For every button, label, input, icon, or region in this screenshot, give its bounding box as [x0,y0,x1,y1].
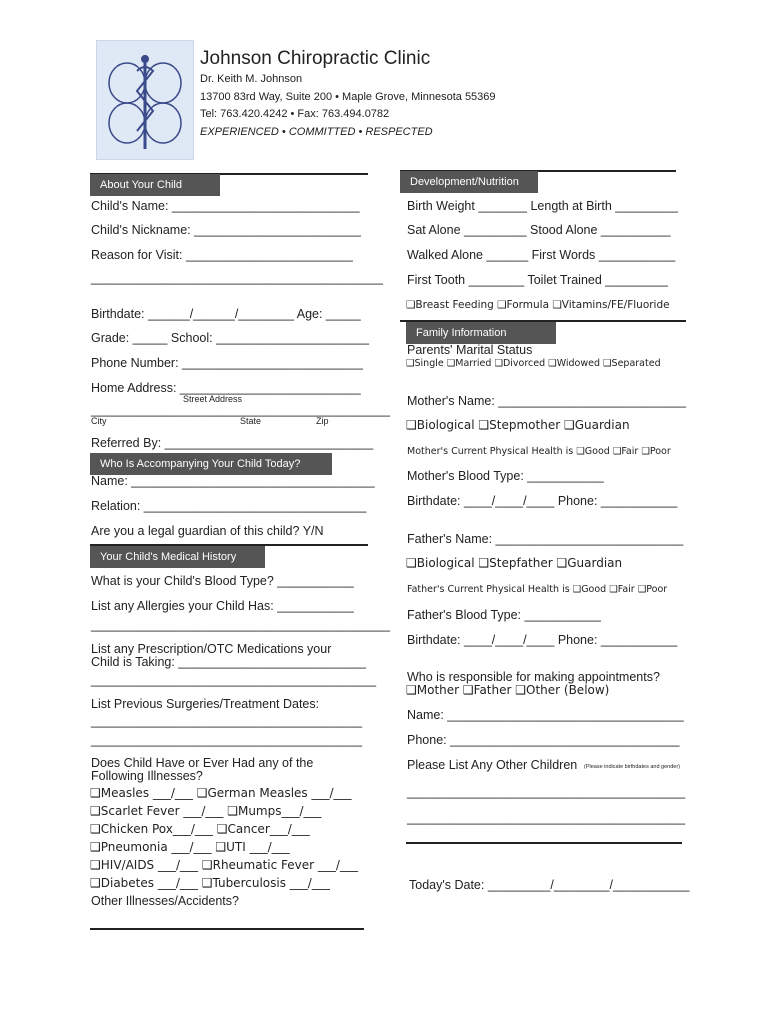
birth-weight-length-field[interactable]: Birth Weight _______ Length at Birth _________ [407,199,678,213]
other-children-line1[interactable]: ________________________________________ [407,785,686,799]
other-children-line2[interactable]: ________________________________________ [407,811,686,825]
allergies-field[interactable]: List any Allergies your Child Has: ___________ [91,599,354,613]
clinic-logo [96,40,194,160]
marital-status-checkboxes[interactable]: ❑Single ❑Married ❑Divorced ❑Widowed ❑Separated [406,358,661,369]
legal-guardian-question[interactable]: Are you a legal guardian of this child? Y/N [91,524,324,538]
surgeries-line1-field[interactable]: _______________________________________ [91,714,363,728]
illness-row[interactable]: ❑Pneumonia ___/___ ❑UTI ___/___ [90,840,290,854]
section-rule [406,842,682,844]
illness-row[interactable]: ❑Measles ___/___ ❑German Measles ___/___ [90,786,352,800]
clinic-address: 13700 83rd Way, Suite 200 • Maple Grove, Minnesota 55369 [200,91,496,103]
medications-line2-field[interactable]: _________________________________________ [91,673,377,687]
appt-name-field[interactable]: Name: __________________________________ [407,708,684,722]
surgeries-label: List Previous Surgeries/Treatment Dates: [91,697,320,711]
medications-label: List any Prescription/OTC Medications your [91,642,332,656]
illness-question-line2: Following Illnesses? [91,769,203,783]
illness-row[interactable]: ❑Diabetes ___/___ ❑Tuberculosis ___/___ [90,876,330,890]
other-children-label: Please List Any Other Children [407,758,578,772]
phone-field[interactable]: Phone Number: __________________________ [91,356,363,370]
city-label: City [91,416,107,426]
feeding-checkboxes[interactable]: ❑Breast Feeding ❑Formula ❑Vitamins/FE/Fluoride [406,299,670,311]
accompany-name-field[interactable]: Name: ___________________________________ [91,474,375,488]
birthdate-age-field[interactable]: Birthdate: ______/______/________ Age: _____ [91,307,361,321]
medical-history-header: Your Child's Medical History [90,546,265,568]
reason-field-line2[interactable]: __________________________________________ [91,271,383,285]
illness-question: Does Child Have or Ever Had any of the [91,756,314,770]
state-label: State [240,416,262,426]
clinic-name: Johnson Chiropractic Clinic [200,48,431,69]
allergies-line2-field[interactable]: ___________________________________________ [91,618,390,632]
father-birthdate-phone-field[interactable]: Birthdate: ____/____/____ Phone: ___________ [407,633,678,647]
tooth-toilet-field[interactable]: First Tooth ________ Toilet Trained _________ [407,273,668,287]
walked-words-field[interactable]: Walked Alone ______ First Words ___________ [407,248,676,262]
childs-nickname-field[interactable]: Child's Nickname: ________________________ [91,223,361,237]
appointments-checkboxes[interactable]: ❑Mother ❑Father ❑Other (Below) [406,683,610,697]
street-address-label: Street Address [183,394,243,404]
sat-stood-field[interactable]: Sat Alone _________ Stood Alone __________ [407,223,671,237]
marital-status-label: Parents' Marital Status [407,343,533,357]
section-rule [90,928,364,930]
zip-label: Zip [316,416,329,426]
development-header: Development/Nutrition [400,171,538,193]
surgeries-line2-field[interactable]: _______________________________________ [91,733,363,747]
father-blood-type-field[interactable]: Father's Blood Type: ___________ [407,608,601,622]
todays-date-field[interactable]: Today's Date: _________/________/___________ [409,878,690,892]
medications-field[interactable]: Child is Taking: ___________________________ [91,655,367,669]
other-illnesses-field[interactable]: Other Illnesses/Accidents? [91,894,239,908]
reason-field[interactable]: Reason for Visit: ________________________ [91,248,353,262]
clinic-phone-fax: Tel: 763.420.4242 • Fax: 763.494.0782 [200,108,390,120]
family-info-header: Family Information [406,322,556,344]
accompany-header: Who Is Accompanying Your Child Today? [90,453,332,475]
mother-birthdate-phone-field[interactable]: Birthdate: ____/____/____ Phone: ___________ [407,494,678,508]
mother-health-checkboxes[interactable]: Mother's Current Physical Health is ❑Good ❑Fair ❑Poor [407,446,671,457]
father-type-checkboxes[interactable]: ❑Biological ❑Stepfather ❑Guardian [406,556,623,570]
father-health-checkboxes[interactable]: Father's Current Physical Health is ❑Good ❑Fair ❑Poor [407,584,668,595]
logo-emblem-icon [97,41,193,159]
about-child-header: About Your Child [90,174,220,196]
referred-by-field[interactable]: Referred By: ______________________________ [91,436,374,450]
appointments-question: Who is responsible for making appointments? [407,670,660,684]
illness-row[interactable]: ❑Scarlet Fever ___/___ ❑Mumps___/___ [90,804,322,818]
clinic-motto: EXPERIENCED • COMMITTED • RESPECTED [200,126,433,138]
grade-school-field[interactable]: Grade: _____ School: ______________________ [91,331,370,345]
illness-row[interactable]: ❑HIV/AIDS ___/___ ❑Rheumatic Fever ___/___ [90,858,358,872]
blood-type-field[interactable]: What is your Child's Blood Type? ___________ [91,574,354,588]
address-line2-field[interactable]: ___________________________________________ [91,403,390,417]
fathers-name-field[interactable]: Father's Name: ___________________________ [407,532,684,546]
mothers-name-field[interactable]: Mother's Name: ___________________________ [407,394,687,408]
doctor-name: Dr. Keith M. Johnson [200,73,303,85]
relation-field[interactable]: Relation: ________________________________ [91,499,367,513]
other-children-note: (Please indicate birthdates and gender) [584,764,681,770]
childs-name-field[interactable]: Child's Name: ___________________________ [91,199,360,213]
illness-row[interactable]: ❑Chicken Pox___/___ ❑Cancer___/___ [90,822,310,836]
mother-blood-type-field[interactable]: Mother's Blood Type: ___________ [407,469,604,483]
home-address-field[interactable]: Home Address: __________________________ [91,381,361,395]
appt-phone-field[interactable]: Phone: _________________________________ [407,733,680,747]
mother-type-checkboxes[interactable]: ❑Biological ❑Stepmother ❑Guardian [406,418,630,432]
